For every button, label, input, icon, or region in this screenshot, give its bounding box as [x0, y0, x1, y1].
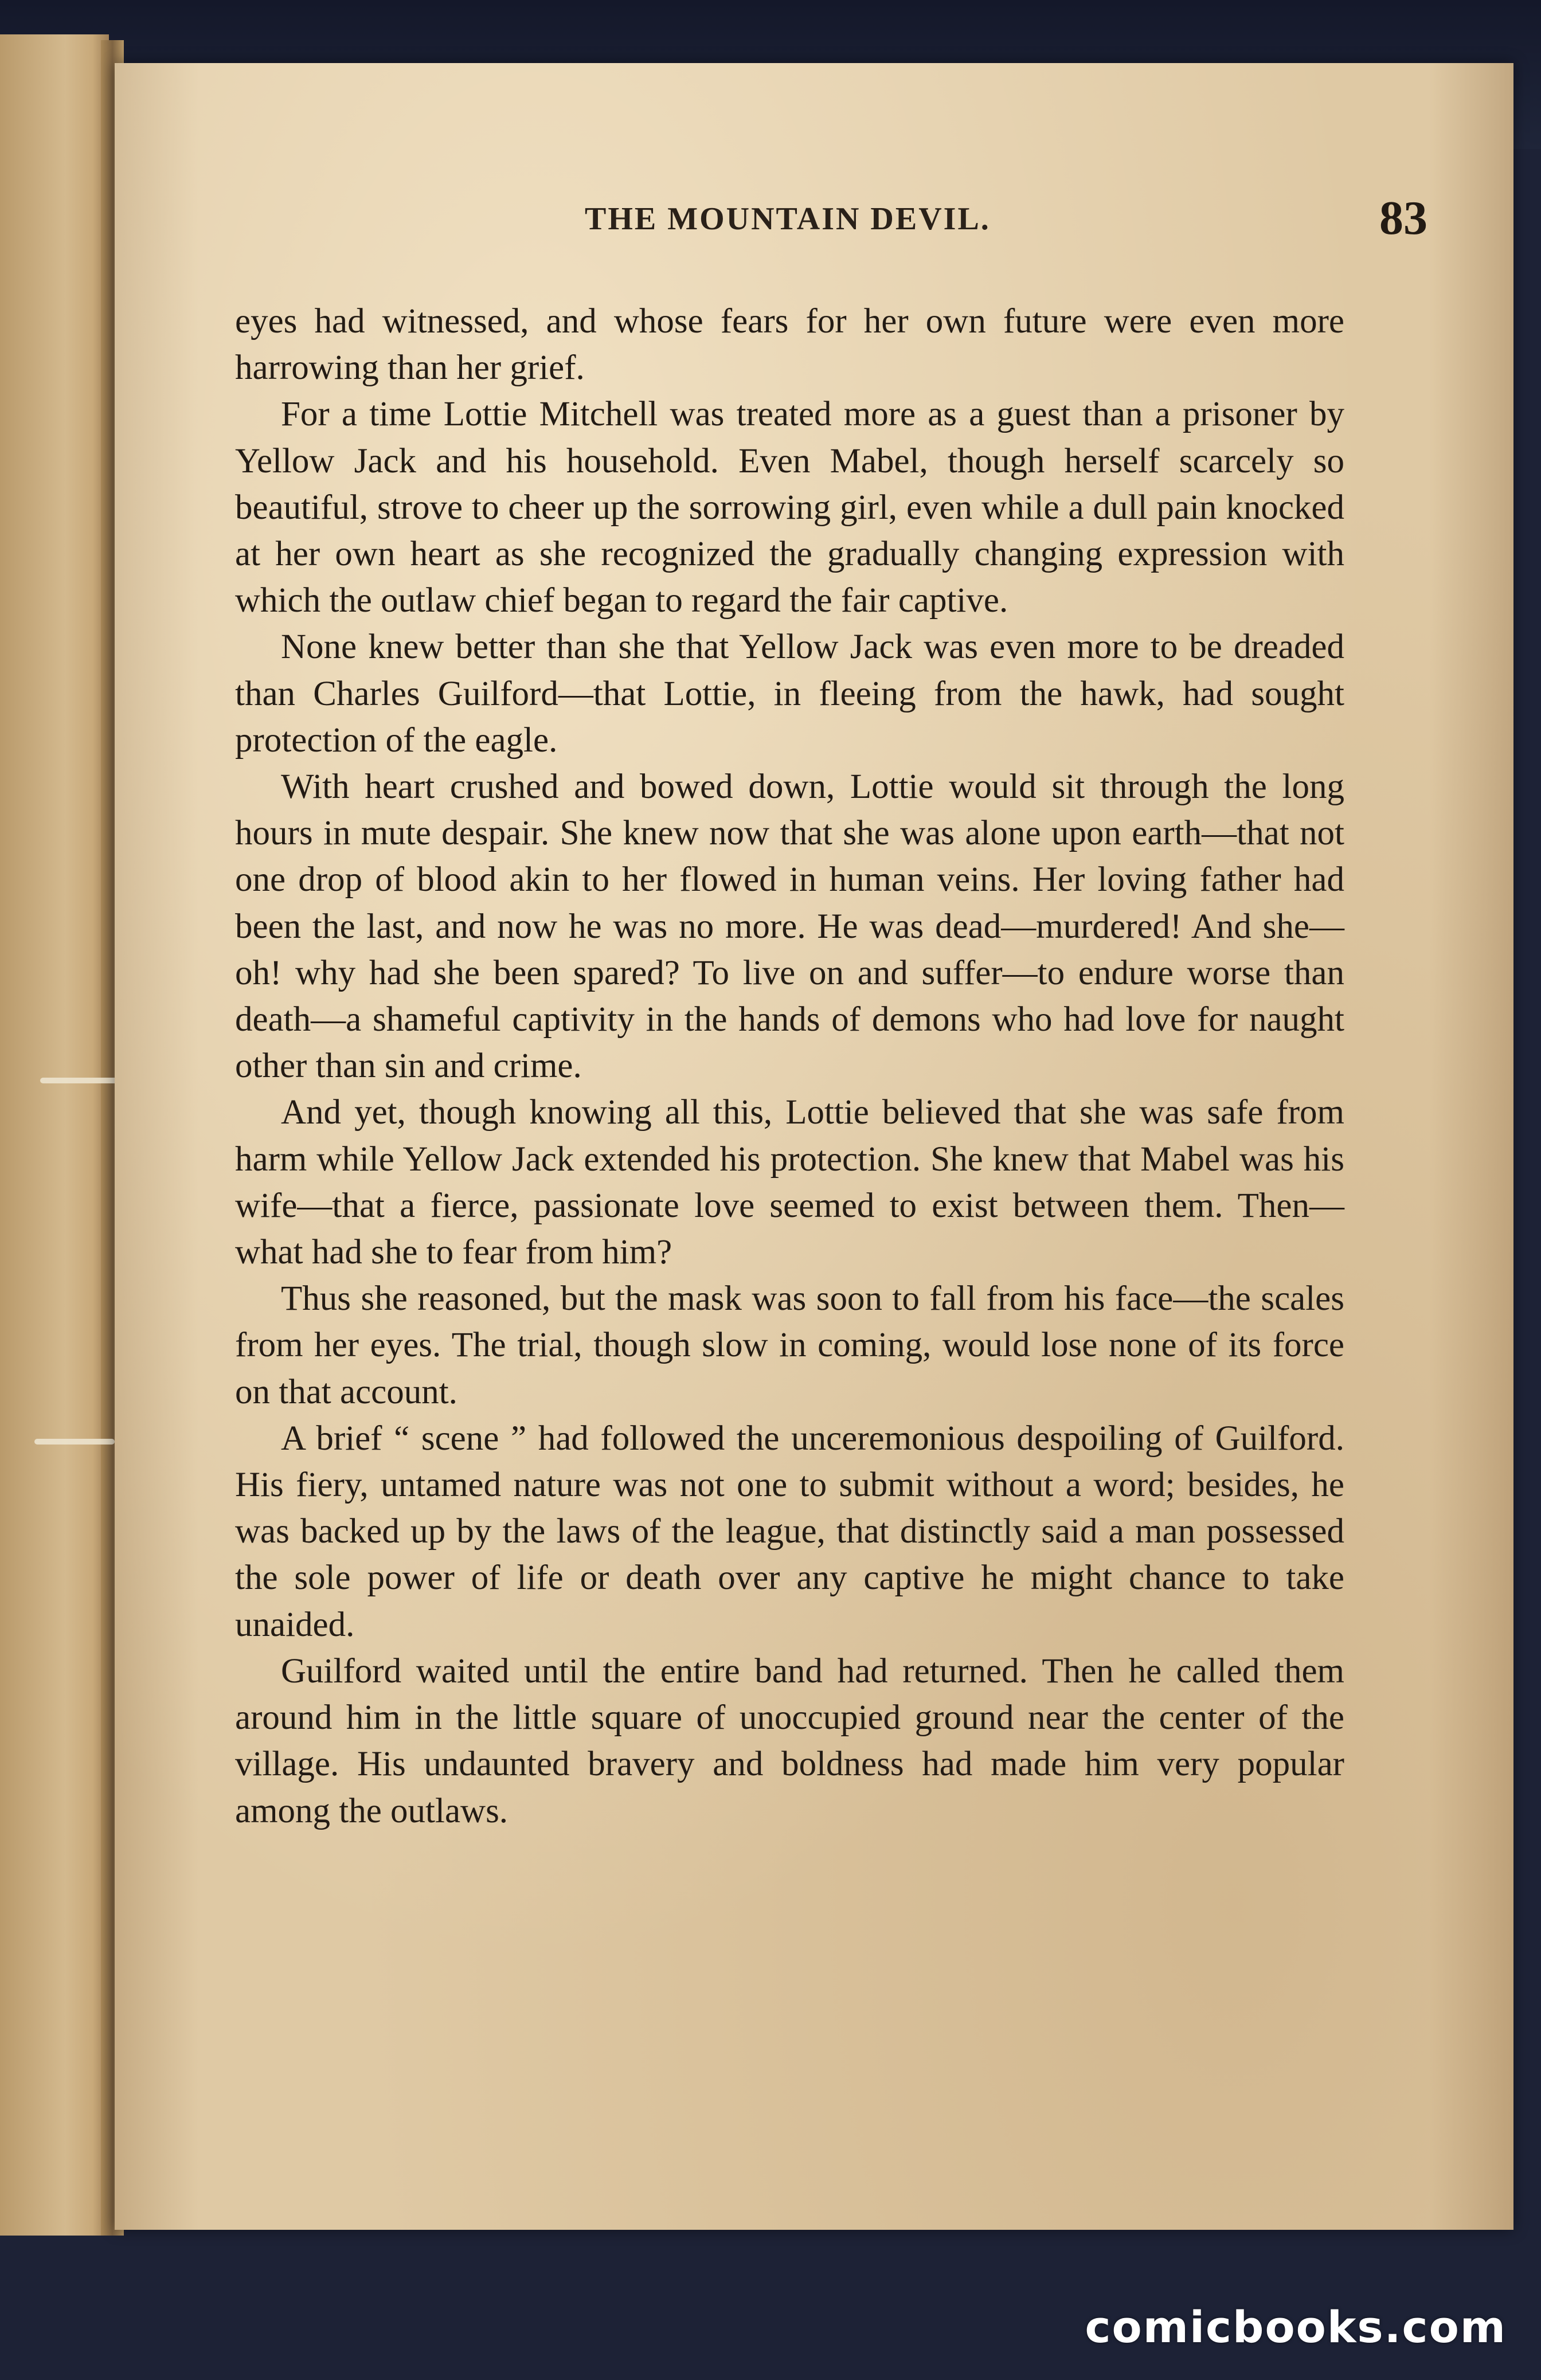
paragraph: For a time Lottie Mitchell was treated more as a guest than a prisoner by Yellow Jack and his household. Even Mabel, though herself scarcely so beautiful, strove to cheer up the sorrowing girl, even while a dull pain knocked at her own heart as she recognized the gradually changing expression with which the outlaw chief began to regard the fair captive.	[235, 395, 1344, 620]
paragraph: eyes had witnessed, and whose fears for her own future were even more harrowing than her grief.	[235, 302, 1344, 387]
watermark: comicbooks.com	[1085, 2301, 1507, 2352]
paragraph: And yet, though knowing all this, Lottie believed that she was safe from harm while Yellow Jack extended his protection. She knew that Mabel was his wife—that a fierce, passionate love seemed to exist between them. Then—what had she to fear from him?	[235, 1093, 1344, 1272]
paragraph: None knew better than she that Yellow Jack was even more to be dreaded than Charles Guilford—that Lottie, in fleeing from the hawk, had sought protection of the eagle.	[235, 628, 1344, 760]
paragraph: Guilford waited until the entire band had returned. Then he called them around him in the little square of unoccupied ground near the center of the village. His undaunted bravery and boldness had made him very popular among the outlaws.	[235, 1651, 1344, 1830]
paragraph: Thus she reasoned, but the mask was soon to fall from his face—the scales from her eyes. The trial, though slow in coming, would lose none of its force on that account.	[235, 1279, 1344, 1411]
paragraph: A brief “ scene ” had followed the unceremonious despoiling of Guilford. His fiery, untamed nature was not one to submit without a word; besides, he was backed up by the laws of the league, that distinctly said a man possessed the sole power of life or death over any captive he might chance to take unaided.	[235, 1419, 1344, 1644]
paragraph: With heart crushed and bowed down, Lottie would sit through the long hours in mute despair. She knew now that she was alone upon earth—that not one drop of blood akin to her flowed in human veins. Her loving father had been the last, and now he was no more. He was dead—murdered! And she—oh! why had she been spared? To live on and suffer—to endure worse than death—a shameful captivity in the hands of demons who had love for naught other than sin and crime.	[235, 768, 1344, 1086]
facing-page-edge	[0, 34, 109, 2236]
book-page	[115, 63, 1513, 2230]
text-body	[235, 298, 1344, 1834]
binding-thread	[40, 1078, 120, 1083]
binding-thread	[34, 1439, 115, 1445]
running-head: THE MOUNTAIN DEVIL.	[585, 201, 991, 237]
page-header	[115, 191, 1513, 264]
page-number: 83	[1379, 191, 1427, 245]
